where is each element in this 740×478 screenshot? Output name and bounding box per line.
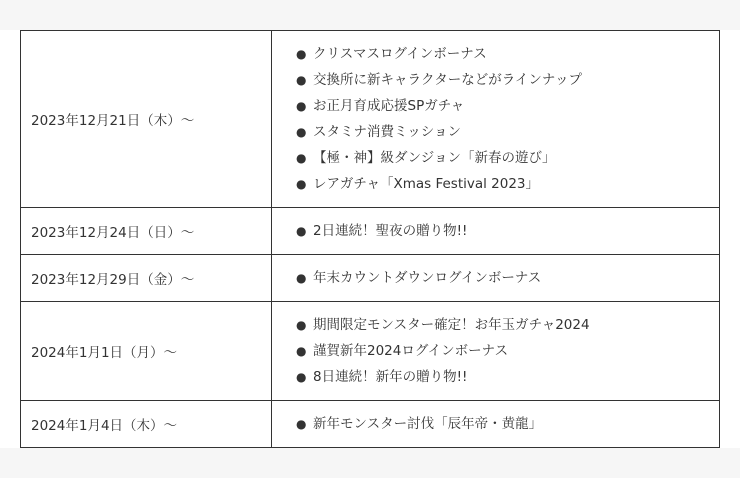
date-cell: 2024年1月4日（木）〜 xyxy=(21,401,272,448)
list-item xyxy=(296,218,719,244)
event-name: 【極・神】級ダンジョン「新春の遊び」 xyxy=(313,150,556,166)
list-item xyxy=(296,145,719,171)
events-cell xyxy=(272,302,720,401)
event-list xyxy=(296,312,719,390)
list-item xyxy=(296,364,719,390)
table-row xyxy=(21,208,720,255)
list-item xyxy=(296,312,719,338)
event-name: スタミナ消費ミッション xyxy=(313,124,461,140)
bullet-icon: ● xyxy=(296,417,307,431)
list-item xyxy=(296,411,719,437)
events-cell xyxy=(272,208,720,255)
event-name: お正月育成応援SPガチャ xyxy=(313,98,465,114)
date-cell: 2023年12月24日（日）〜 xyxy=(21,208,272,255)
event-schedule-table xyxy=(20,30,720,448)
list-item xyxy=(296,171,719,197)
event-list xyxy=(296,41,719,197)
events-cell xyxy=(272,401,720,448)
content-panel xyxy=(0,30,740,448)
event-name: 8日連続！新年の贈り物!! xyxy=(313,369,468,385)
bullet-icon: ● xyxy=(296,47,307,61)
event-name: 2日連続！聖夜の贈り物!! xyxy=(313,223,468,239)
bullet-icon: ● xyxy=(296,271,307,285)
table-row xyxy=(21,31,720,208)
event-name: 謹賀新年2024ログインボーナス xyxy=(313,343,509,359)
bullet-icon: ● xyxy=(296,125,307,139)
events-cell xyxy=(272,255,720,302)
list-item xyxy=(296,338,719,364)
event-name: 年末カウントダウンログインボーナス xyxy=(313,270,542,286)
date-cell: 2023年12月21日（木）〜 xyxy=(21,31,272,208)
event-name: 新年モンスター討伐「辰年帝・黄龍」 xyxy=(313,416,543,432)
event-name: クリスマスログインボーナス xyxy=(313,46,487,62)
event-name: レアガチャ「Xmas Festival 2023」 xyxy=(313,176,540,192)
date-cell: 2023年12月29日（金）〜 xyxy=(21,255,272,302)
bullet-icon: ● xyxy=(296,99,307,113)
list-item xyxy=(296,119,719,145)
table-row xyxy=(21,255,720,302)
bullet-icon: ● xyxy=(296,151,307,165)
event-name: 交換所に新キャラクターなどがラインナップ xyxy=(313,72,583,88)
event-list xyxy=(296,265,719,291)
bullet-icon: ● xyxy=(296,344,307,358)
list-item xyxy=(296,67,719,93)
table-row xyxy=(21,401,720,448)
list-item xyxy=(296,93,719,119)
table-row xyxy=(21,302,720,401)
bullet-icon: ● xyxy=(296,370,307,384)
list-item xyxy=(296,41,719,67)
bullet-icon: ● xyxy=(296,318,307,332)
event-list xyxy=(296,218,719,244)
list-item xyxy=(296,265,719,291)
date-cell: 2024年1月1日（月）〜 xyxy=(21,302,272,401)
events-cell xyxy=(272,31,720,208)
bullet-icon: ● xyxy=(296,177,307,191)
bullet-icon: ● xyxy=(296,73,307,87)
event-name: 期間限定モンスター確定！お年玉ガチャ2024 xyxy=(313,317,590,333)
event-list xyxy=(296,411,719,437)
bullet-icon: ● xyxy=(296,224,307,238)
